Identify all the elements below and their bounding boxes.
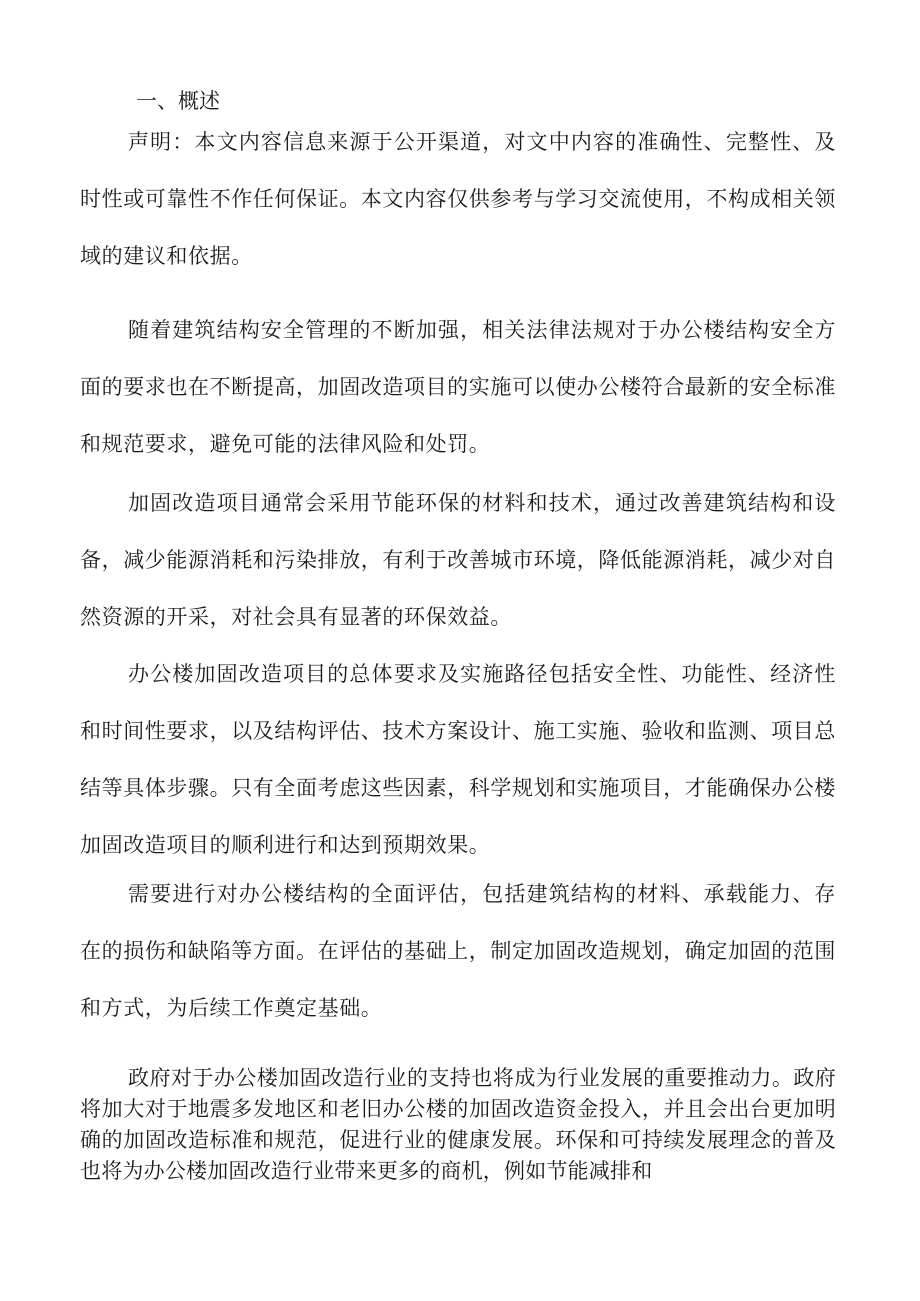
body-paragraph-environment: 加固改造项目通常会采用节能环保的材料和技术，通过改善建筑结构和设备，减少能源消耗和污染排放，有利于改善城市环境，降低能源消耗，减少对自然资源的开采，对社会具有显著的环保效益。	[80, 491, 836, 629]
body-paragraph-safety: 随着建筑结构安全管理的不断加强，相关法律法规对于办公楼结构安全方面的要求也在不断提高，加固改造项目的实施可以使办公楼符合最新的安全标准和规范要求，避免可能的法律风险和处罚。	[80, 318, 836, 456]
disclaimer-paragraph: 声明：本文内容信息来源于公开渠道，对文中内容的准确性、完整性、及时性或可靠性不作任何保证。本文内容仅供参考与学习交流使用，不构成相关领域的建议和依据。	[80, 130, 836, 268]
body-paragraph-requirements: 办公楼加固改造项目的总体要求及实施路径包括安全性、功能性、经济性和时间性要求，以及结构评估、技术方案设计、施工实施、验收和监测、项目总结等具体步骤。只有全面考虑这些因素，科学规划和实施项目，才能确保办公楼加固改造项目的顺利进行和达到预期效果。	[80, 662, 836, 857]
body-paragraph-assessment: 需要进行对办公楼结构的全面评估，包括建筑结构的材料、承载能力、存在的损伤和缺陷等方面。在评估的基础上，制定加固改造规划，确定加固的范围和方式，为后续工作奠定基础。	[80, 882, 836, 1020]
body-paragraph-government: 政府对于办公楼加固改造行业的支持也将成为行业发展的重要推动力。政府将加大对于地震多发地区和老旧办公楼的加固改造资金投入，并且会出台更加明确的加固改造标准和规范，促进行业的健康发展。环保和可持续发展理念的普及也将为办公楼加固改造行业带来更多的商机，例如节能减排和	[80, 1066, 836, 1183]
section-heading: 一、概述	[136, 89, 220, 113]
